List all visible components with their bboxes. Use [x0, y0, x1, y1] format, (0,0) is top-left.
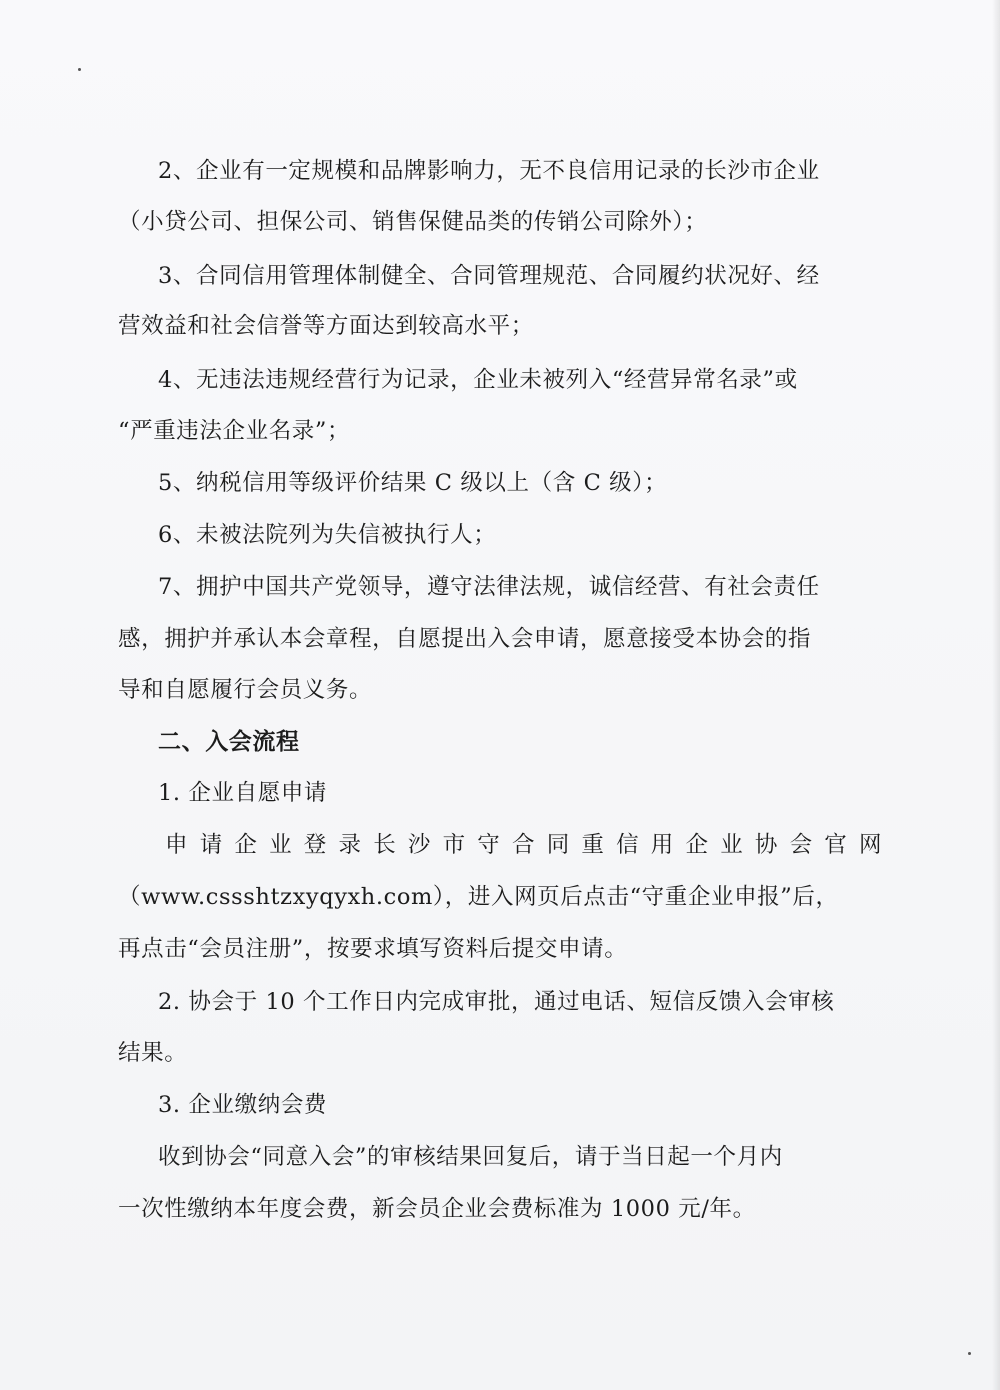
page-edge-shadow [992, 0, 1000, 1390]
step-2-line-1: 2. 协会于 10 个工作日内完成审批，通过电话、短信反馈入会审核 [158, 989, 835, 1015]
requirement-3-line-2: 营效益和社会信誉等方面达到较高水平； [118, 313, 534, 339]
requirement-7-line-3: 导和自愿履行会员义务。 [118, 677, 373, 703]
requirement-2-line-2: （小贷公司、担保公司、销售保健品类的传销公司除外）； [118, 209, 708, 235]
step-1-line-3: 再点击“会员注册”，按要求填写资料后提交申请。 [118, 936, 628, 962]
requirement-5: 5、纳税信用等级评价结果 C 级以上（含 C 级）； [158, 470, 668, 496]
requirement-2-line-1: 2、企业有一定规模和品牌影响力，无不良信用记录的长沙市企业 [158, 158, 820, 184]
requirement-4-line-1: 4、无违法违规经营行为记录，企业未被列入“经营异常名录”或 [158, 367, 798, 393]
requirement-6: 6、未被法院列为失信被执行人； [158, 522, 497, 548]
step-3-line-1: 收到协会“同意入会”的审核结果回复后，请于当日起一个月内 [158, 1144, 783, 1170]
step-1-title: 1. 企业自愿申请 [158, 780, 328, 806]
step-1-line-2: （www.cssshtzxyqyxh.com），进入网页后点击“守重企业申报”后， [118, 884, 839, 910]
step-3-title: 3. 企业缴纳会费 [158, 1092, 328, 1118]
requirement-7-line-1: 7、拥护中国共产党领导，遵守法律法规，诚信经营、有社会责任 [158, 574, 820, 600]
requirement-4-line-2: “严重违法企业名录”； [118, 418, 351, 444]
requirement-7-line-2: 感，拥护并承认本会章程，自愿提出入会申请，愿意接受本协会的指 [118, 626, 812, 652]
scan-speck [968, 1352, 971, 1355]
scan-speck [78, 68, 81, 71]
step-2-line-2: 结果。 [118, 1040, 188, 1066]
section-heading-process: 二、入会流程 [158, 729, 300, 755]
step-3-line-2: 一次性缴纳本年度会费，新会员企业会费标准为 1000 元/年。 [118, 1196, 756, 1222]
requirement-3-line-1: 3、合同信用管理体制健全、合同管理规范、合同履约状况好、经 [158, 263, 820, 289]
step-1-line-1: 申请企业登录长沙市守合同重信用企业协会官网 [165, 832, 894, 858]
